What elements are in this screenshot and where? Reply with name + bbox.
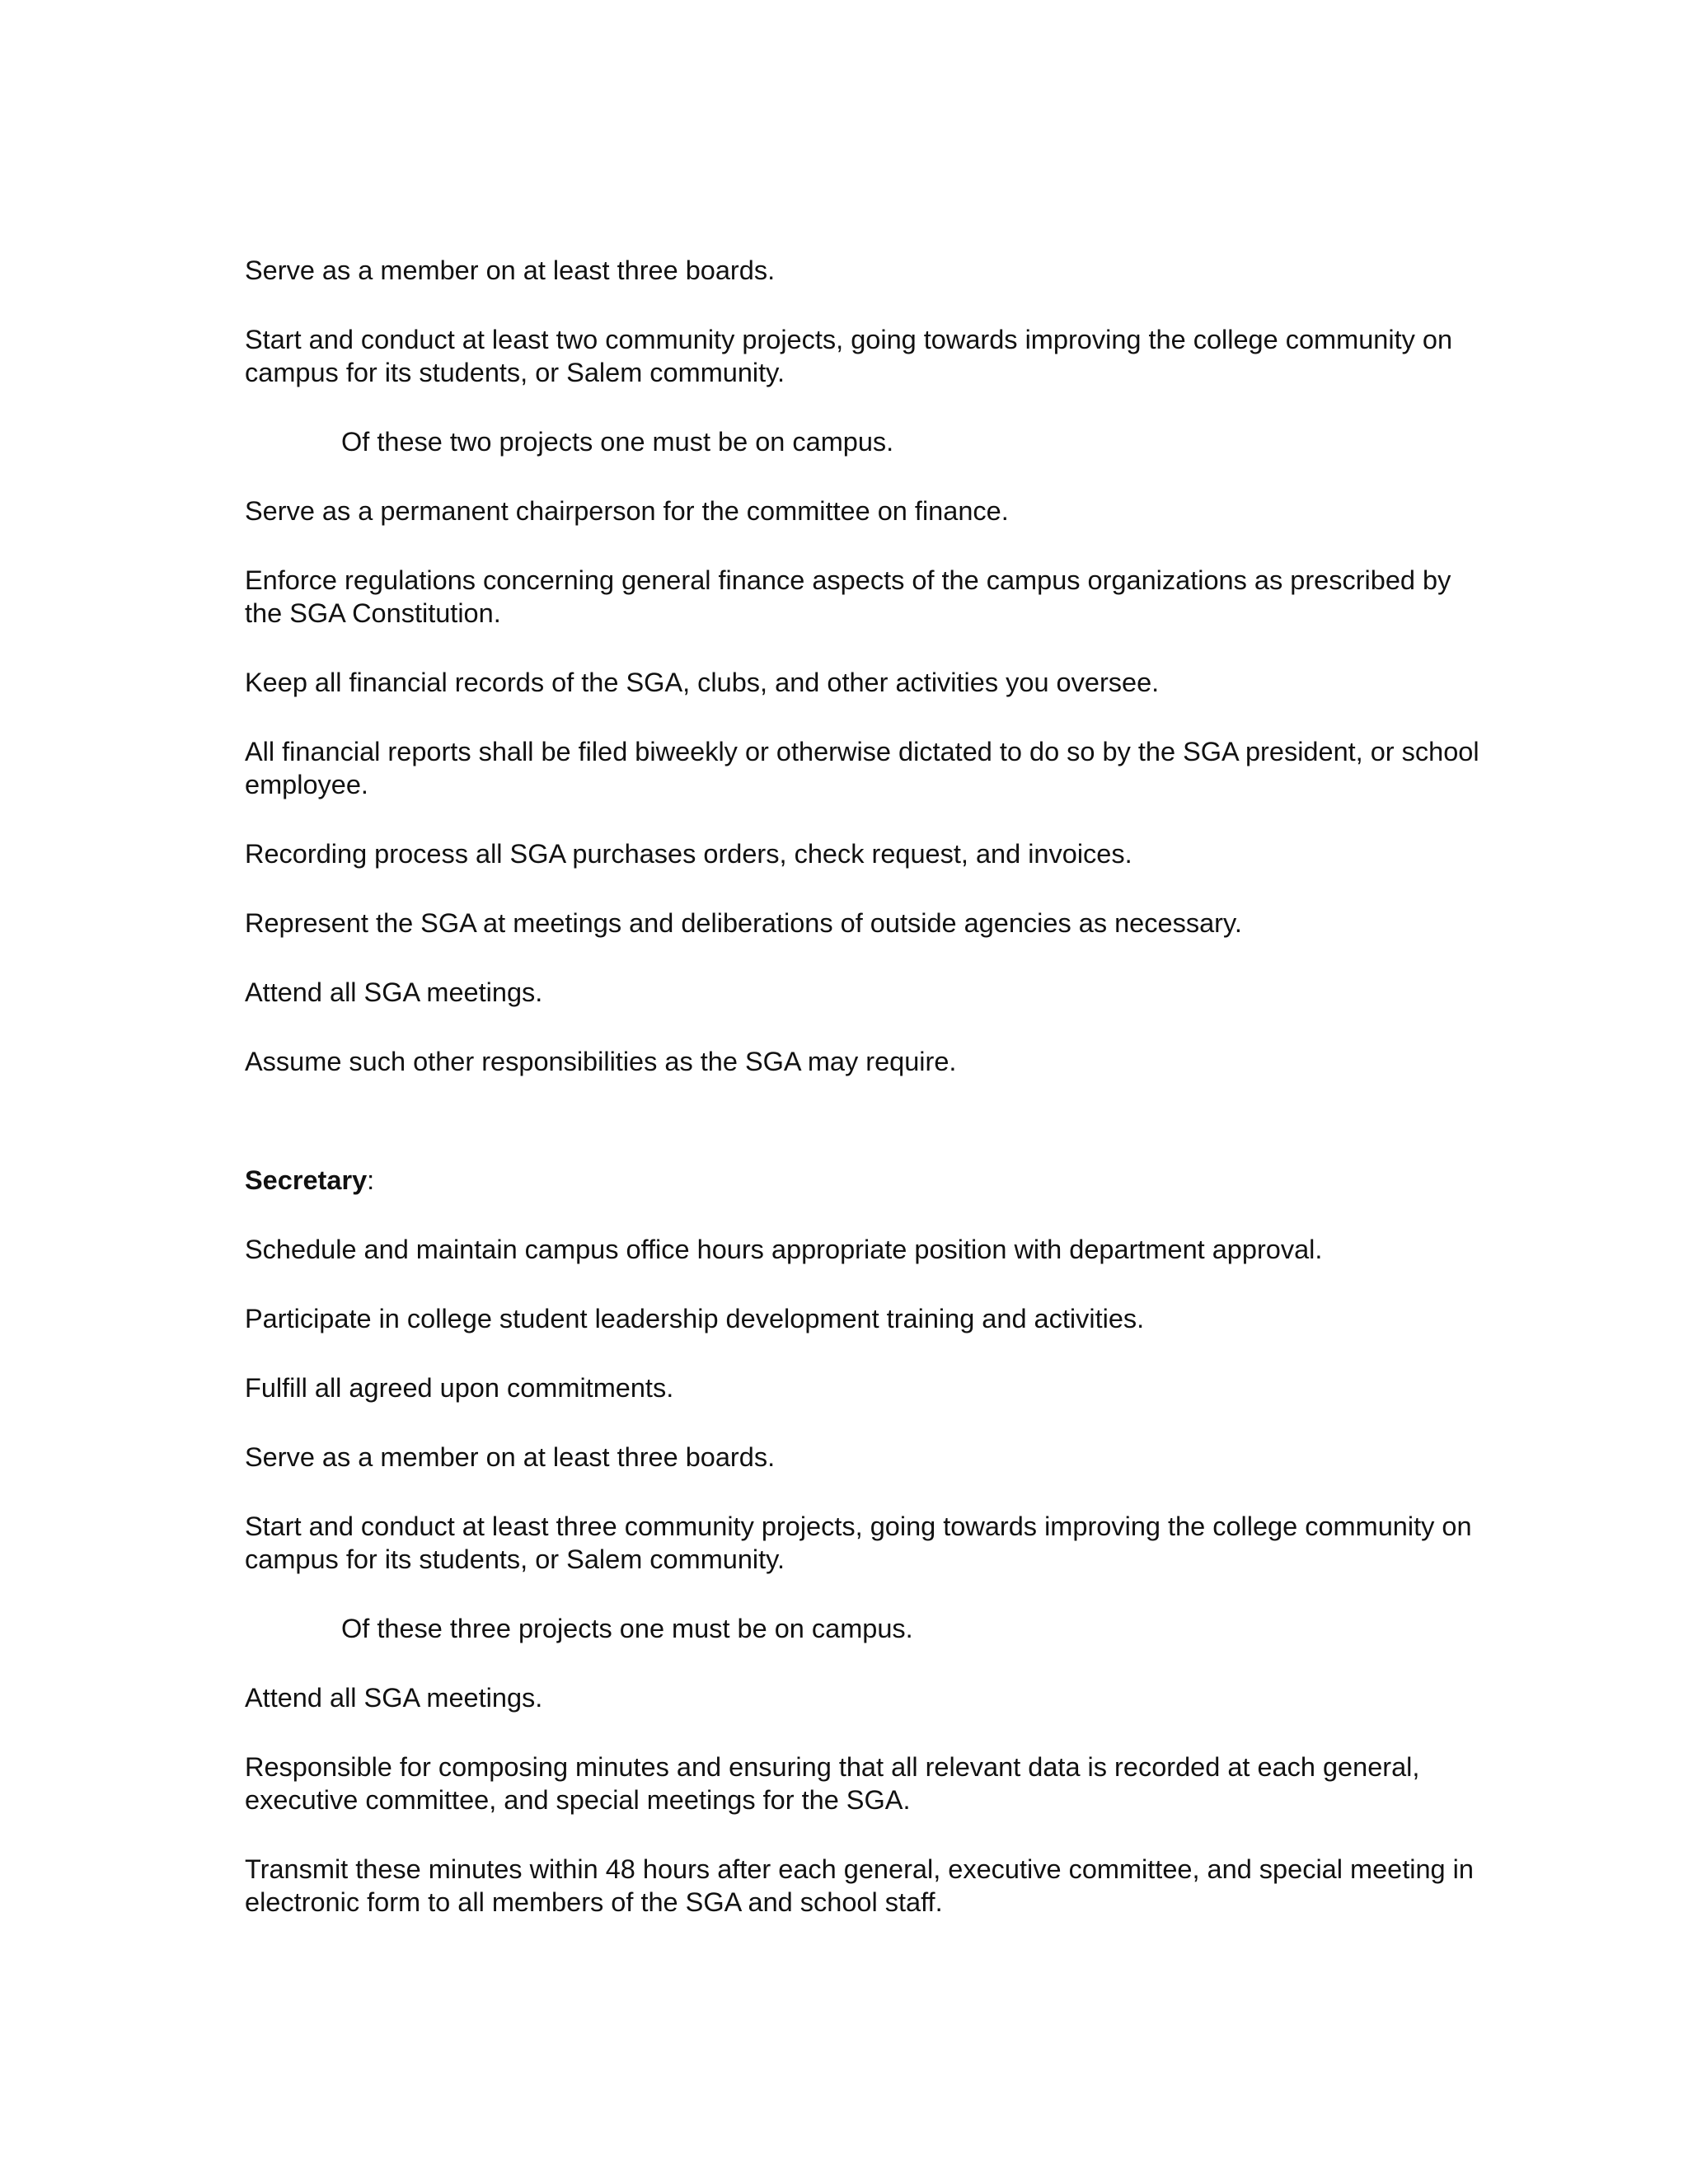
paragraph-community-projects: Start and conduct at least two community projects, going towards improving the college community on campus for its students, or Salem community. [245,325,1453,387]
paragraph-attend-meetings: Attend all SGA meetings. [245,1683,543,1713]
paragraph-finance-chair: Serve as a permanent chairperson for the committee on finance. [245,496,1009,526]
paragraph-transmit-minutes: Transmit these minutes within 48 hours after each general, executive committee, and special meeting in electronic form to all members of the SGA and school staff. [245,1854,1474,1917]
paragraph-on-campus-note: Of these two projects one must be on campus. [341,427,894,457]
heading-colon: : [367,1165,375,1195]
paragraph-serve-boards: Serve as a member on at least three boards. [245,255,776,285]
paragraph-community-projects: Start and conduct at least three community projects, going towards improving the college community on campus for its students, or Salem community. [245,1511,1472,1574]
paragraph-leadership-training: Participate in college student leadership development training and activities. [245,1304,1145,1333]
paragraph-composing-minutes: Responsible for composing minutes and ensuring that all relevant data is recorded at each general, executive committee, and special meetings for the SGA. [245,1752,1420,1815]
paragraph-other-responsibilities: Assume such other responsibilities as the SGA may require. [245,1047,957,1076]
paragraph-attend-meetings: Attend all SGA meetings. [245,977,543,1007]
paragraph-enforce-regulations: Enforce regulations concerning general finance aspects of the campus organizations as prescribed by the SGA Constitution. [245,565,1451,628]
heading-text: Secretary [245,1165,368,1195]
section-heading-secretary [245,1164,1481,1197]
paragraph-represent-sga: Represent the SGA at meetings and deliberations of outside agencies as necessary. [245,908,1242,938]
paragraph-commitments: Fulfill all agreed upon commitments. [245,1373,674,1403]
paragraph-financial-records: Keep all financial records of the SGA, clubs, and other activities you oversee. [245,668,1160,697]
paragraph-on-campus-note: Of these three projects one must be on campus. [341,1614,913,1643]
paragraph-purchase-orders: Recording process all SGA purchases orders, check request, and invoices. [245,839,1132,869]
paragraph-serve-boards: Serve as a member on at least three boards. [245,1442,776,1472]
paragraph-financial-reports: All financial reports shall be filed biweekly or otherwise dictated to do so by the SGA president, or school employee. [245,737,1479,799]
document-body [245,254,1481,1955]
paragraph-office-hours: Schedule and maintain campus office hours appropriate position with department approval. [245,1235,1323,1264]
